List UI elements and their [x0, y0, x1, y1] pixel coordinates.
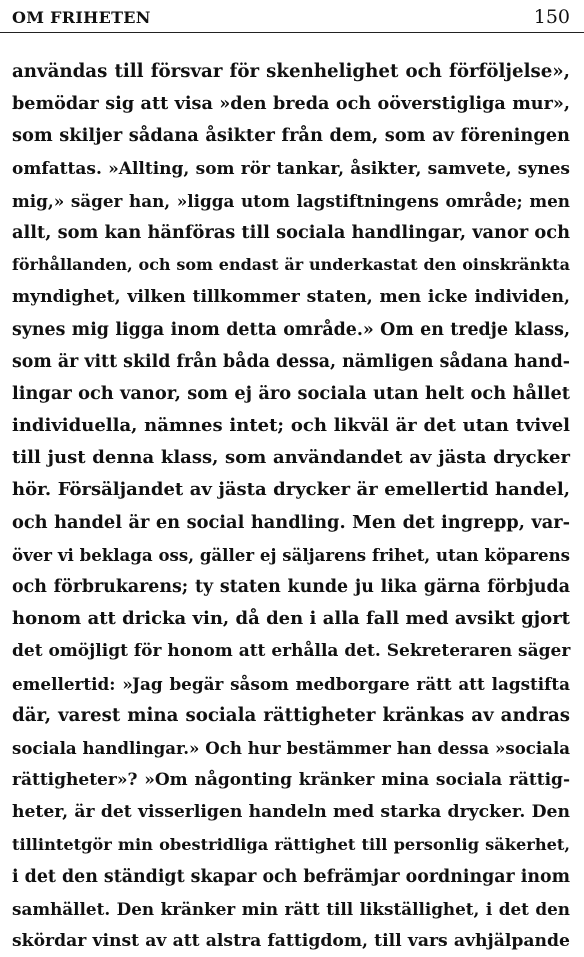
running-header	[12, 6, 570, 28]
text-line: omfattas. »Allting, som rör tankar, åsikter, samvete, synes	[12, 158, 570, 179]
header-rule	[0, 32, 584, 33]
text-line: i det den ständigt skapar och befrämjar oordningar inom	[12, 866, 570, 887]
text-line: där, varest mina sociala rättigheter kränkas av andras	[12, 704, 570, 726]
text-line: det omöjligt för honom att erhålla det. Sekreteraren säger	[12, 641, 571, 662]
text-line: mig,» säger han, »ligga utom lagstiftningens område; men	[12, 190, 570, 211]
text-line: som skiljer sådana åsikter från dem, som av föreningen	[12, 125, 570, 147]
text-line: emellertid: »Jag begär såsom medborgare rätt att lagstifta	[12, 673, 570, 694]
text-line: bemödar sig att visa »den breda och oöverstigliga mur»,	[12, 93, 570, 115]
text-line: honom att dricka vin, då den i alla fall med avsikt gjort	[12, 608, 570, 630]
text-line: synes mig ligga inom detta område.» Om en tredje klass,	[12, 319, 570, 340]
text-line: användas till försvar för skenhelighet och förföljelse»,	[12, 61, 570, 82]
running-title: OM FRIHETEN	[12, 8, 151, 27]
text-line: heter, är det visserligen handeln med starka drycker. Den	[12, 802, 570, 823]
text-line: allt, som kan hänföras till sociala handlingar, vanor och	[12, 221, 571, 243]
text-line: som är vitt skild från båda dessa, nämligen sådana hand-	[12, 351, 570, 372]
text-line: tillintetgör min obestridliga rättighet till personlig säkerhet,	[12, 834, 570, 854]
text-line: och förbrukarens; ty staten kunde ju lika gärna förbjuda	[12, 577, 570, 597]
text-line: individuella, nämnes intet; och likväl är det utan tvivel	[12, 415, 570, 437]
text-line: lingar och vanor, som ej äro sociala utan helt och hållet	[12, 382, 570, 404]
text-line: hör. Försäljandet av jästa drycker är emellertid handel,	[12, 479, 570, 501]
text-line: skördar vinst av att alstra fattigdom, till vars avhjälpande	[12, 931, 570, 952]
text-line: myndighet, vilken tillkommer staten, men icke individen,	[12, 287, 570, 308]
text-line: rättigheter»? »Om någonting kränker mina sociala rättig-	[12, 770, 570, 791]
text-line: förhållanden, och som endast är underkastat den oinskränkta	[12, 255, 570, 275]
text-line: över vi beklaga oss, gäller ej säljarens frihet, utan köparens	[12, 544, 570, 565]
text-line: till just denna klass, som användandet av jästa drycker	[12, 447, 570, 469]
text-line: och handel är en social handling. Men det ingrepp, var-	[12, 511, 570, 533]
text-line: samhället. Den kränker min rätt till likställighet, i det den	[12, 898, 570, 919]
page-number: 150	[533, 6, 570, 28]
body-text	[12, 56, 570, 957]
text-line: sociala handlingar.» Och hur bestämmer han dessa »sociala	[12, 737, 570, 758]
